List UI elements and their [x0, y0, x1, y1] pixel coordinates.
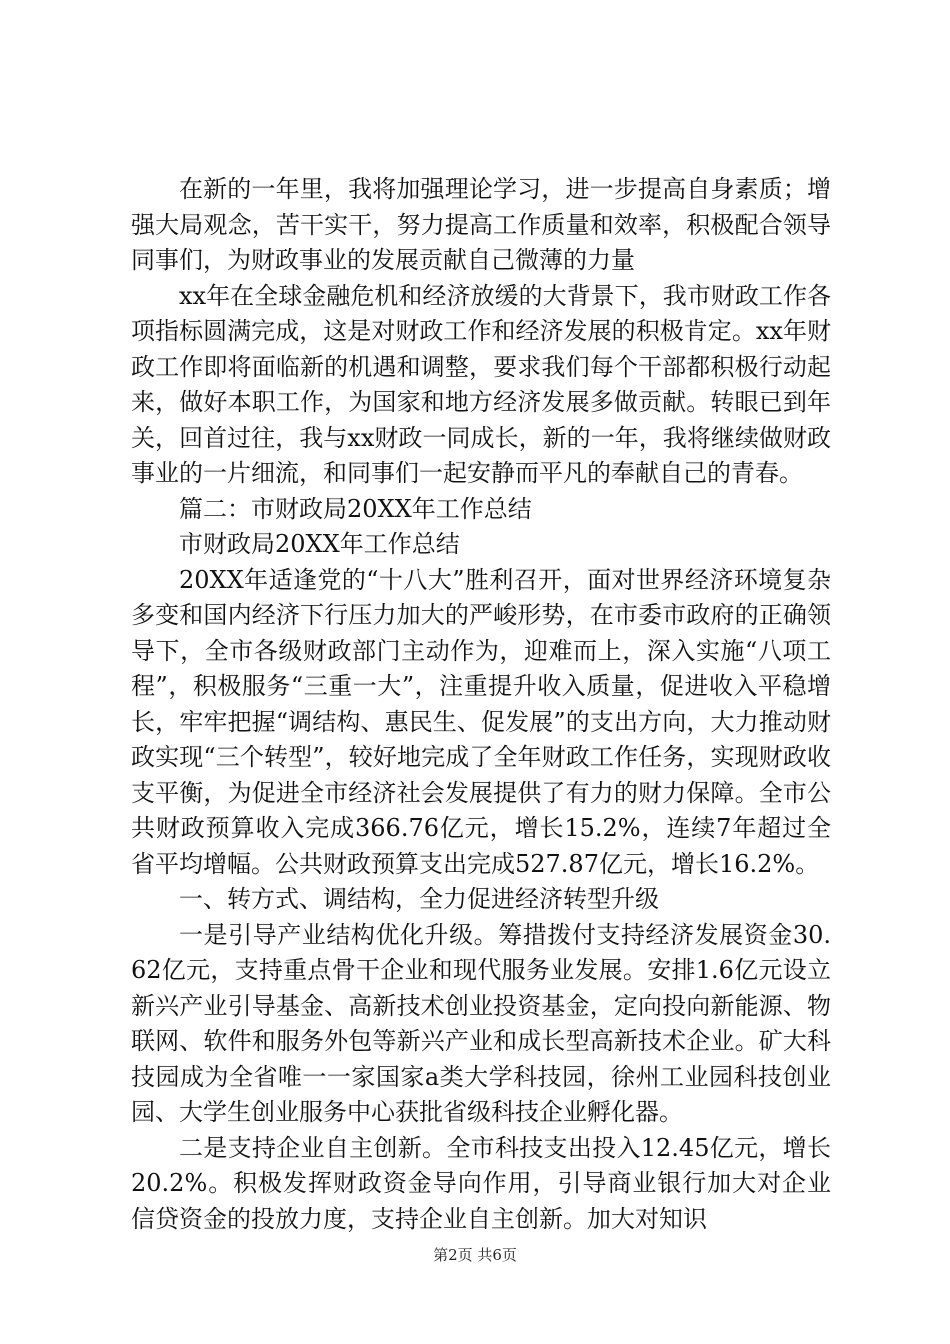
document-body	[131, 172, 831, 1237]
page-number-footer: 第2页 共6页	[433, 1246, 517, 1264]
paragraph-closing-remarks: 在新的一年里，我将加强理论学习，进一步提高自身素质；增强大局观念，苦干实干，努力提高工作质量和效率，积极配合领导同事们，为财政事业的发展贡献自己微薄的力量	[131, 175, 831, 274]
paragraph-annual-review: xx年在全球金融危机和经济放缓的大背景下，我市财政工作各项指标圆满完成，这是对财政工作和经济发展的积极肯定。xx年财政工作即将面临新的机遇和调整，要求我们每个干部都积极行动起来，做好本职工作，为国家和地方经济发展多做贡献。转眼已到年关，回首过往，我与xx财政一同成长，新的一年，我将继续做财政事业的一片细流，和同事们一起安静而平凡的奉献自己的青春。	[131, 281, 831, 487]
section-heading-part-two: 篇二：市财政局20XX年工作总结	[179, 494, 532, 523]
paragraph-innovation: 二是支持企业自主创新。全市科技支出投入12.45亿元，增长20.2%。积极发挥财政资金导向作用，引导商业银行加大对企业信贷资金的投放力度，支持企业自主创新。加大对知识	[131, 1133, 831, 1233]
paragraph-industrial-upgrade: 一是引导产业结构优化升级。筹措拨付支持经济发展资金30.62亿元，支持重点骨干企业和现代服务业发展。安排1.6亿元设立新兴产业引导基金、高新技术创业投资基金，定向投向新能源、物联网、软件和服务外包等新兴产业和成长型高新技术企业。矿大科技园成为全省唯一一家国家a类大学科技园，徐州工业园科技创业园、大学生创业服务中心获批省级科技企业孵化器。	[131, 920, 831, 1126]
paragraph-overview: 20XX年适逢党的“十八大”胜利召开，面对世界经济环境复杂多变和国内经济下行压力加大的严峻形势，在市委市政府的正确领导下，全市各级财政部门主动作为，迎难而上，深入实施“八项工程”，积极服务“三重一大”，注重提升收入质量，促进收入平稳增长，牢牢把握“调结构、惠民生、促发展”的支出方向，大力推动财政实现“三个转型”，较好地完成了全年财政工作任务，实现财政收支平衡，为促进全市经济社会发展提供了有力的财力保障。全市公共财政预算收入完成366.76亿元，增长15.2%，连续7年超过全省平均增幅。公共财政预算支出完成527.87亿元，增长16.2%。	[131, 565, 831, 878]
report-title: 市财政局20XX年工作总结	[179, 530, 460, 558]
section-heading-transformation: 一、转方式、调结构，全力促进经济转型升级	[179, 885, 659, 913]
